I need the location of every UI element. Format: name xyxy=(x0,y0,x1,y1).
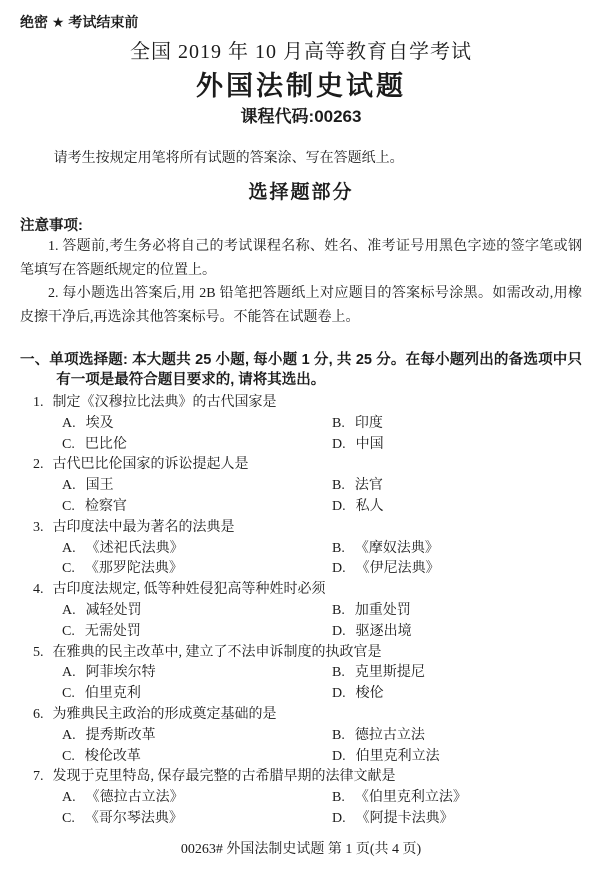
option-a-label: A. xyxy=(62,790,76,806)
question-text: 古代巴比伦国家的诉讼提起人是 xyxy=(52,457,249,473)
note-item-2: 2. 每小题选出答案后,用 2B 铅笔把答题纸上对应题目的答案标号涂黑。如需改动,用橡皮擦干净后,再选涂其他答案标号。不能答在试题卷上。 xyxy=(20,286,582,325)
option-b-text: 印度 xyxy=(354,415,383,431)
option-a xyxy=(62,414,332,435)
question-options xyxy=(62,414,582,456)
option-b-label: B. xyxy=(332,540,345,556)
notes-heading: 注意事项: xyxy=(20,218,83,234)
secrecy-notice: 绝密 ★ 考试结束前 xyxy=(20,14,139,30)
question-options xyxy=(62,726,582,768)
question-number: 7. xyxy=(33,769,44,785)
option-a xyxy=(62,476,332,497)
option-b xyxy=(332,788,582,809)
option-d-text: 《阿提卡法典》 xyxy=(355,810,454,826)
option-c-text: 《哥尔琴法典》 xyxy=(84,810,183,826)
answer-sheet-instruction: 请考生按规定用笔将所有试题的答案涂、写在答题纸上。 xyxy=(53,151,404,166)
option-c-label: C. xyxy=(62,561,75,577)
question-text: 在雅典的民主改革中, 建立了不法申诉制度的执政官是 xyxy=(52,644,382,660)
option-b-text: 加重处罚 xyxy=(354,602,411,618)
question-text: 发现于克里特岛, 保存最完整的古希腊早期的法律文献是 xyxy=(52,769,396,785)
option-c-label: C. xyxy=(62,686,75,702)
option-a xyxy=(62,788,332,809)
option-c-label: C. xyxy=(62,748,75,764)
option-c xyxy=(62,497,332,518)
option-c-text: 检察官 xyxy=(84,498,127,514)
option-b xyxy=(332,663,582,684)
question-stem xyxy=(20,580,582,601)
option-d xyxy=(332,559,582,580)
question-text: 古印度法中最为著名的法典是 xyxy=(52,519,235,535)
question-text: 古印度法规定, 低等种姓侵犯高等种姓时必须 xyxy=(52,582,326,598)
option-d xyxy=(332,684,582,705)
option-c xyxy=(62,435,332,456)
option-b-text: 克里斯提尼 xyxy=(354,665,425,681)
option-d-text: 私人 xyxy=(355,498,384,514)
option-b xyxy=(332,414,582,435)
exam-session-title: 全国 2019 年 10 月高等教育自学考试 xyxy=(130,41,472,63)
option-b-label: B. xyxy=(332,478,345,494)
option-b-label: B. xyxy=(332,602,345,618)
option-d-text: 伯里克利立法 xyxy=(355,748,440,764)
question-options xyxy=(62,663,582,705)
question-number: 6. xyxy=(33,706,44,722)
question-number: 1. xyxy=(33,395,44,410)
option-a-label: A. xyxy=(62,415,76,431)
option-d-text: 《伊尼法典》 xyxy=(355,561,440,577)
option-d xyxy=(332,435,582,456)
question xyxy=(20,705,582,767)
course-code: 课程代码:00263 xyxy=(240,107,362,126)
option-a xyxy=(62,601,332,622)
question-stem xyxy=(20,393,582,414)
option-b-label: B. xyxy=(332,415,345,431)
option-c-label: C. xyxy=(62,498,75,514)
option-d-text: 驱逐出境 xyxy=(355,623,412,639)
option-d-label: D. xyxy=(332,436,346,452)
question-options xyxy=(62,601,582,643)
option-a-label: A. xyxy=(62,478,76,494)
option-b xyxy=(332,539,582,560)
note-item-1: 1. 答题前,考生务必将自己的考试课程名称、姓名、准考证号用黑色字迹的签字笔或钢笔填写在答题纸规定的位置上。 xyxy=(20,239,582,278)
option-d-label: D. xyxy=(332,810,346,826)
question xyxy=(20,455,582,517)
option-a-label: A. xyxy=(62,540,76,556)
option-a-label: A. xyxy=(62,665,76,681)
question-stem xyxy=(20,705,582,726)
option-c-text: 梭伦改革 xyxy=(84,748,141,764)
question xyxy=(20,518,582,580)
option-b-text: 德拉古立法 xyxy=(354,727,425,743)
question xyxy=(20,580,582,642)
question-options xyxy=(62,476,582,518)
option-d-label: D. xyxy=(332,623,346,639)
option-d-text: 梭伦 xyxy=(355,686,384,702)
option-b-label: B. xyxy=(332,727,345,743)
question-options xyxy=(62,539,582,581)
option-a xyxy=(62,663,332,684)
option-c xyxy=(62,747,332,768)
option-d xyxy=(332,747,582,768)
question-text: 制定《汉穆拉比法典》的古代国家是 xyxy=(52,395,277,410)
option-c xyxy=(62,559,332,580)
question-number: 4. xyxy=(33,582,44,598)
option-d-text: 中国 xyxy=(355,436,384,452)
option-c-text: 巴比伦 xyxy=(84,436,127,452)
option-a-label: A. xyxy=(62,727,76,743)
question-options xyxy=(62,788,582,830)
question-stem xyxy=(20,518,582,539)
option-c-label: C. xyxy=(62,810,75,826)
option-b-text: 《摩奴法典》 xyxy=(354,540,439,556)
option-d-label: D. xyxy=(332,561,346,577)
option-c-text: 无需处罚 xyxy=(84,623,141,639)
option-b xyxy=(332,601,582,622)
question xyxy=(20,643,582,705)
option-d xyxy=(332,497,582,518)
section-one-heading: 一、单项选择题: 本大题共 25 小题, 每小题 1 分, 共 25 分。在每小题列出的备选项中只有一项是最符合题目要求的, 请将其选出。 xyxy=(20,352,582,388)
option-c xyxy=(62,684,332,705)
option-a-text: 减轻处罚 xyxy=(85,602,142,618)
question xyxy=(20,393,582,455)
page-footer: 00263# 外国法制史试题 第 1 页(共 4 页) xyxy=(180,842,422,857)
option-a xyxy=(62,539,332,560)
option-c xyxy=(62,622,332,643)
option-c-label: C. xyxy=(62,623,75,639)
option-c xyxy=(62,809,332,830)
question-stem xyxy=(20,643,582,664)
option-a-text: 《德拉古立法》 xyxy=(85,790,184,806)
option-b-label: B. xyxy=(332,665,345,681)
paper-title: 外国法制史试题 xyxy=(196,71,406,101)
option-c-text: 伯里克利 xyxy=(84,686,141,702)
option-b-label: B. xyxy=(332,790,345,806)
option-a-text: 阿菲埃尔特 xyxy=(85,665,156,681)
option-d-label: D. xyxy=(332,748,346,764)
question-stem xyxy=(20,767,582,788)
option-b xyxy=(332,476,582,497)
option-a xyxy=(62,726,332,747)
question-number: 2. xyxy=(33,457,44,473)
option-a-text: 提秀斯改革 xyxy=(85,727,156,743)
option-b-text: 《伯里克利立法》 xyxy=(354,790,467,806)
option-d xyxy=(332,809,582,830)
question xyxy=(20,767,582,829)
questions-list xyxy=(20,393,582,830)
section-part-title: 选择题部分 xyxy=(248,182,354,203)
option-a-label: A. xyxy=(62,602,76,618)
question-stem xyxy=(20,455,582,476)
option-c-text: 《那罗陀法典》 xyxy=(84,561,183,577)
option-d-label: D. xyxy=(332,498,346,514)
option-d xyxy=(332,622,582,643)
option-b-text: 法官 xyxy=(354,478,383,494)
question-text: 为雅典民主政治的形成奠定基础的是 xyxy=(52,706,277,722)
option-a-text: 《述祀氏法典》 xyxy=(85,540,184,556)
option-a-text: 埃及 xyxy=(85,415,114,431)
option-a-text: 国王 xyxy=(85,478,114,494)
option-b xyxy=(332,726,582,747)
question-number: 3. xyxy=(33,519,44,535)
question-number: 5. xyxy=(33,644,44,660)
option-d-label: D. xyxy=(332,686,346,702)
option-c-label: C. xyxy=(62,436,75,452)
